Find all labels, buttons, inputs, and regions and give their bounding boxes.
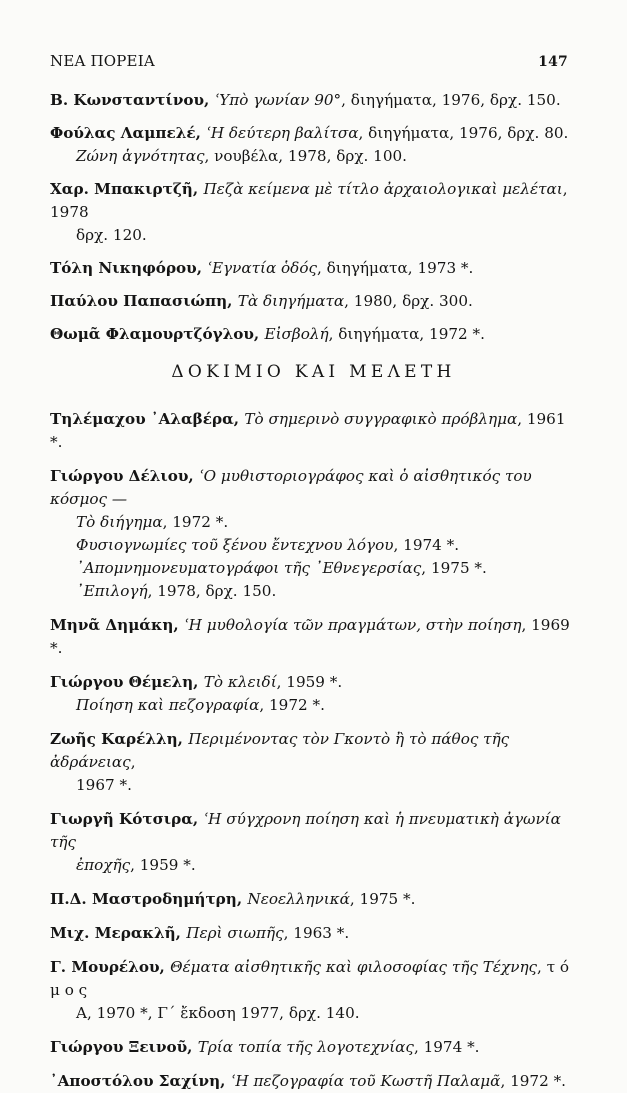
entry-plain: , 1978 [50,180,568,221]
entry-plain: , 1975 *. [421,559,487,577]
entry-line [50,808,580,854]
bibliography-entry [50,888,580,911]
entry-plain: , 1969 *. [50,616,570,657]
entry-plain: , 1972 *. [259,696,325,714]
entry-title: ʿΥπὸ γωνίαν 90° [214,91,342,109]
entry-title: ʿΗ σύγχρονη ποίηση καὶ ἡ πνευματικὴ ἀγωνία τῆς [50,810,561,851]
entry-title: Ποίηση καὶ πεζογραφία [76,696,260,714]
entry-plain: , διηγήματα, 1976, δρχ. 150. [341,91,561,109]
entry-plain: , 1959 *. [276,673,343,691]
entry-author: Μιχ. Μερακλῆ, [50,924,187,942]
bibliography-entry [50,465,580,603]
entry-line [50,534,580,557]
entry-plain: , 1961 *. [50,410,566,451]
entry-title: Τρία τοπία τῆς λογοτεχνίας [197,1038,414,1056]
bibliography-entry [50,808,580,877]
entry-author: Παύλου Παπασιώπη, [50,292,238,310]
entry-title: ᾿Απομνημονευματογράφοι τῆς ᾿Εθνεγερσίας [76,559,422,577]
entry-title: Τὸ σημερινὸ συγγραφικὸ πρόβλημα [244,410,518,428]
entry-line [50,89,580,112]
entry-title: Τὸ διήγημα [76,513,163,531]
entry-title: ἐποχῆς [76,856,131,874]
entry-line [50,122,580,145]
bibliography-entry [50,89,580,112]
entry-line [50,1070,580,1093]
bibliography-entry [50,614,580,660]
bibliography-entry [50,1036,580,1059]
running-head [50,52,568,70]
entry-plain: , 1980, δρχ. 300. [344,292,473,310]
entry-line [50,257,580,280]
entry-author: Φούλας Λαμπελέ, [50,124,207,142]
entry-author: Ζωῆς Καρέλλη, [50,730,189,748]
entry-author: ᾿Αποστόλου Σαχίνη, [50,1072,231,1090]
entry-line [50,557,580,580]
entry-plain: , νουβέλα, 1978, δρχ. 100. [204,147,407,165]
bibliography-entry [50,290,580,313]
entry-title: Εἰσβολή [264,325,329,343]
entry-title: ʿΗ πεζογραφία τοῦ Κωστῆ Παλαμᾶ [230,1072,501,1090]
entry-author: Γιωργῆ Κότσιρα, [50,810,204,828]
entry-author: Β. Κωνσταντίνου, [50,91,215,109]
entry-author: Γιώργου Θέμελη, [50,673,204,691]
entry-plain: , 1974 *. [413,1038,480,1056]
entry-plain: , διηγήματα, 1973 *. [316,259,474,277]
entry-plain: 1967 *. [76,776,132,794]
essay-list [50,408,580,1093]
bibliography-entry [50,122,580,168]
bibliography-entry [50,728,580,797]
entry-author: Π.Δ. Μαστροδημήτρη, [50,890,248,908]
entry-title: Τὸ κλειδί [203,673,277,691]
entry-title: Φυσιογνωμίες τοῦ ξένου ἔντεχνου λόγου [76,536,394,554]
entry-plain: , διηγήματα, 1976, δρχ. 80. [358,124,569,142]
entry-line [50,1036,580,1059]
entry-line [50,323,580,346]
entry-plain: , τ ό μ ο ς [50,958,570,999]
entry-plain: , 1975 *. [349,890,416,908]
entry-line [50,956,580,1002]
entry-author: Χαρ. Μπακιρτζῆ, [50,180,204,198]
bibliography-entry [50,178,580,247]
entry-plain: , 1963 *. [283,924,350,942]
entry-title: Νεοελληνικά [247,890,350,908]
entry-author: Γιώργου Δέλιου, [50,467,199,485]
entry-title: ʿΕγνατία ὁδός [207,259,317,277]
entry-plain: , διηγήματα, 1972 *. [328,325,485,343]
entry-title: Τὰ διηγήματα [237,292,345,310]
entry-line [50,178,580,224]
section-heading: ΔΟΚΙΜΙΟ ΚΑΙ ΜΕΛΕΤΗ [171,362,456,382]
entry-title: ʿΗ δεύτερη βαλίτσα [206,124,359,142]
entry-line [50,224,580,247]
entry-line [50,614,580,660]
bibliography-entry [50,257,580,280]
bibliography-entry [50,323,580,346]
entry-author: Τόλη Νικηφόρου, [50,259,208,277]
entry-plain: , 1972 *. [162,513,229,531]
entry-plain: , 1972 *. [500,1072,566,1090]
entry-line [50,408,580,454]
fiction-list [50,89,580,356]
entry-line [50,728,580,774]
entry-plain: , 1959 *. [130,856,196,874]
entry-author: Θωμᾶ Φλαμουρτζόγλου, [50,325,265,343]
entry-line [50,580,580,603]
entry-plain: , [130,753,136,771]
bibliography-entry [50,408,580,454]
page-number: 147 [538,54,568,70]
entry-plain: , 1974 *. [393,536,460,554]
entry-line [50,922,580,945]
entry-title: Θέματα αἰσθητικῆς καὶ φιλοσοφίας τῆς Τέχνης [170,958,538,976]
entry-line [50,888,580,911]
entry-line [50,694,580,717]
entry-line [50,671,580,694]
entry-line [50,511,580,534]
entry-line [50,290,580,313]
entry-title: ᾿Επιλογή [76,582,148,600]
bibliography-entry [50,671,580,717]
entry-plain: Α, 1970 *, Γ΄ ἔκδοση 1977, δρχ. 140. [76,1004,360,1022]
entry-line [50,1002,580,1025]
bibliography-entry [50,922,580,945]
bibliography-entry [50,956,580,1025]
entry-plain: , 1978, δρχ. 150. [147,582,277,600]
entry-author: Μηνᾶ Δημάκη, [50,616,184,634]
entry-plain: δρχ. 120. [76,226,147,244]
entry-title: Ζώνη ἁγνότητας [76,147,205,165]
bibliography-entry [50,1070,580,1093]
entry-line [50,465,580,511]
entry-author: Γιώργου Ξεινοῦ, [50,1038,198,1056]
entry-line [50,145,580,168]
entry-title: ʿΗ μυθολογία τῶν πραγμάτων, στὴν ποίηση [184,616,522,634]
entry-title: Πεζὰ κείμενα μὲ τίτλο ἀρχαιολογικαὶ μελέται [203,180,563,198]
entry-line [50,854,580,877]
entry-title: ʿΟ μυθιστοριογράφος καὶ ὁ αἰσθητικός του κόσμος — [50,467,532,508]
entry-title: Περιμένοντας τὸν Γκοντὸ ἢ τὸ πάθος τῆς ἀδράνειας [50,730,510,771]
entry-author: Γ. Μουρέλου, [50,958,171,976]
entry-title: Περὶ σιωπῆς [186,924,284,942]
entry-author: Τηλέμαχου ᾿Αλαβέρα, [50,410,245,428]
entry-line [50,774,580,797]
journal-title: ΝΕΑ ΠΟΡΕΙΑ [50,52,155,70]
